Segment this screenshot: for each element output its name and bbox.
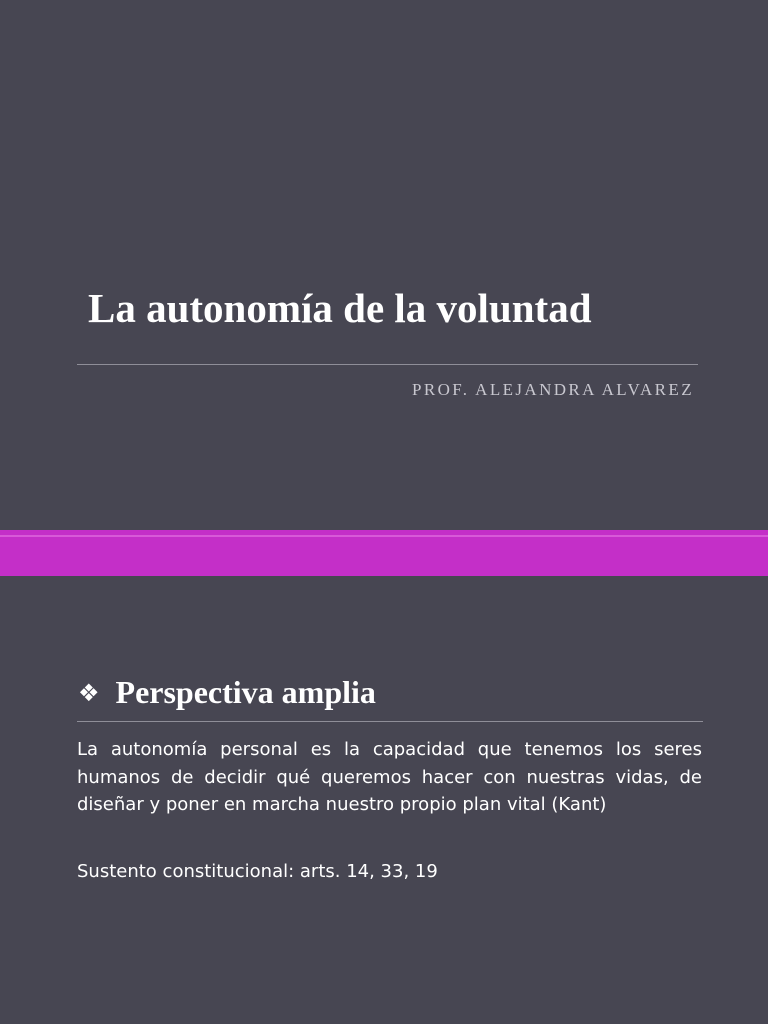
slide-subtitle: PROF. ALEJANDRA ALVAREZ	[412, 380, 694, 399]
slide-title: La autonomía de la voluntad	[88, 285, 592, 331]
separator-highlight	[0, 535, 768, 537]
body-paragraph: La autonomía personal es la capacidad que tenemos los seres humanos de decidir qué queremos hacer con nuestras vidas, de diseñar y poner en marcha nuestro propio plan vital (Kant)	[77, 739, 702, 815]
heading-divider	[77, 721, 703, 722]
slide-separator	[0, 530, 768, 576]
content-slide	[0, 576, 768, 1024]
constitutional-support: Sustento constitucional: arts. 14, 33, 19	[77, 861, 438, 882]
diamond-bullet-icon: ❖	[78, 678, 100, 707]
title-divider	[77, 364, 698, 365]
slide-heading	[78, 674, 376, 711]
heading-text: Perspectiva amplia	[115, 674, 376, 710]
